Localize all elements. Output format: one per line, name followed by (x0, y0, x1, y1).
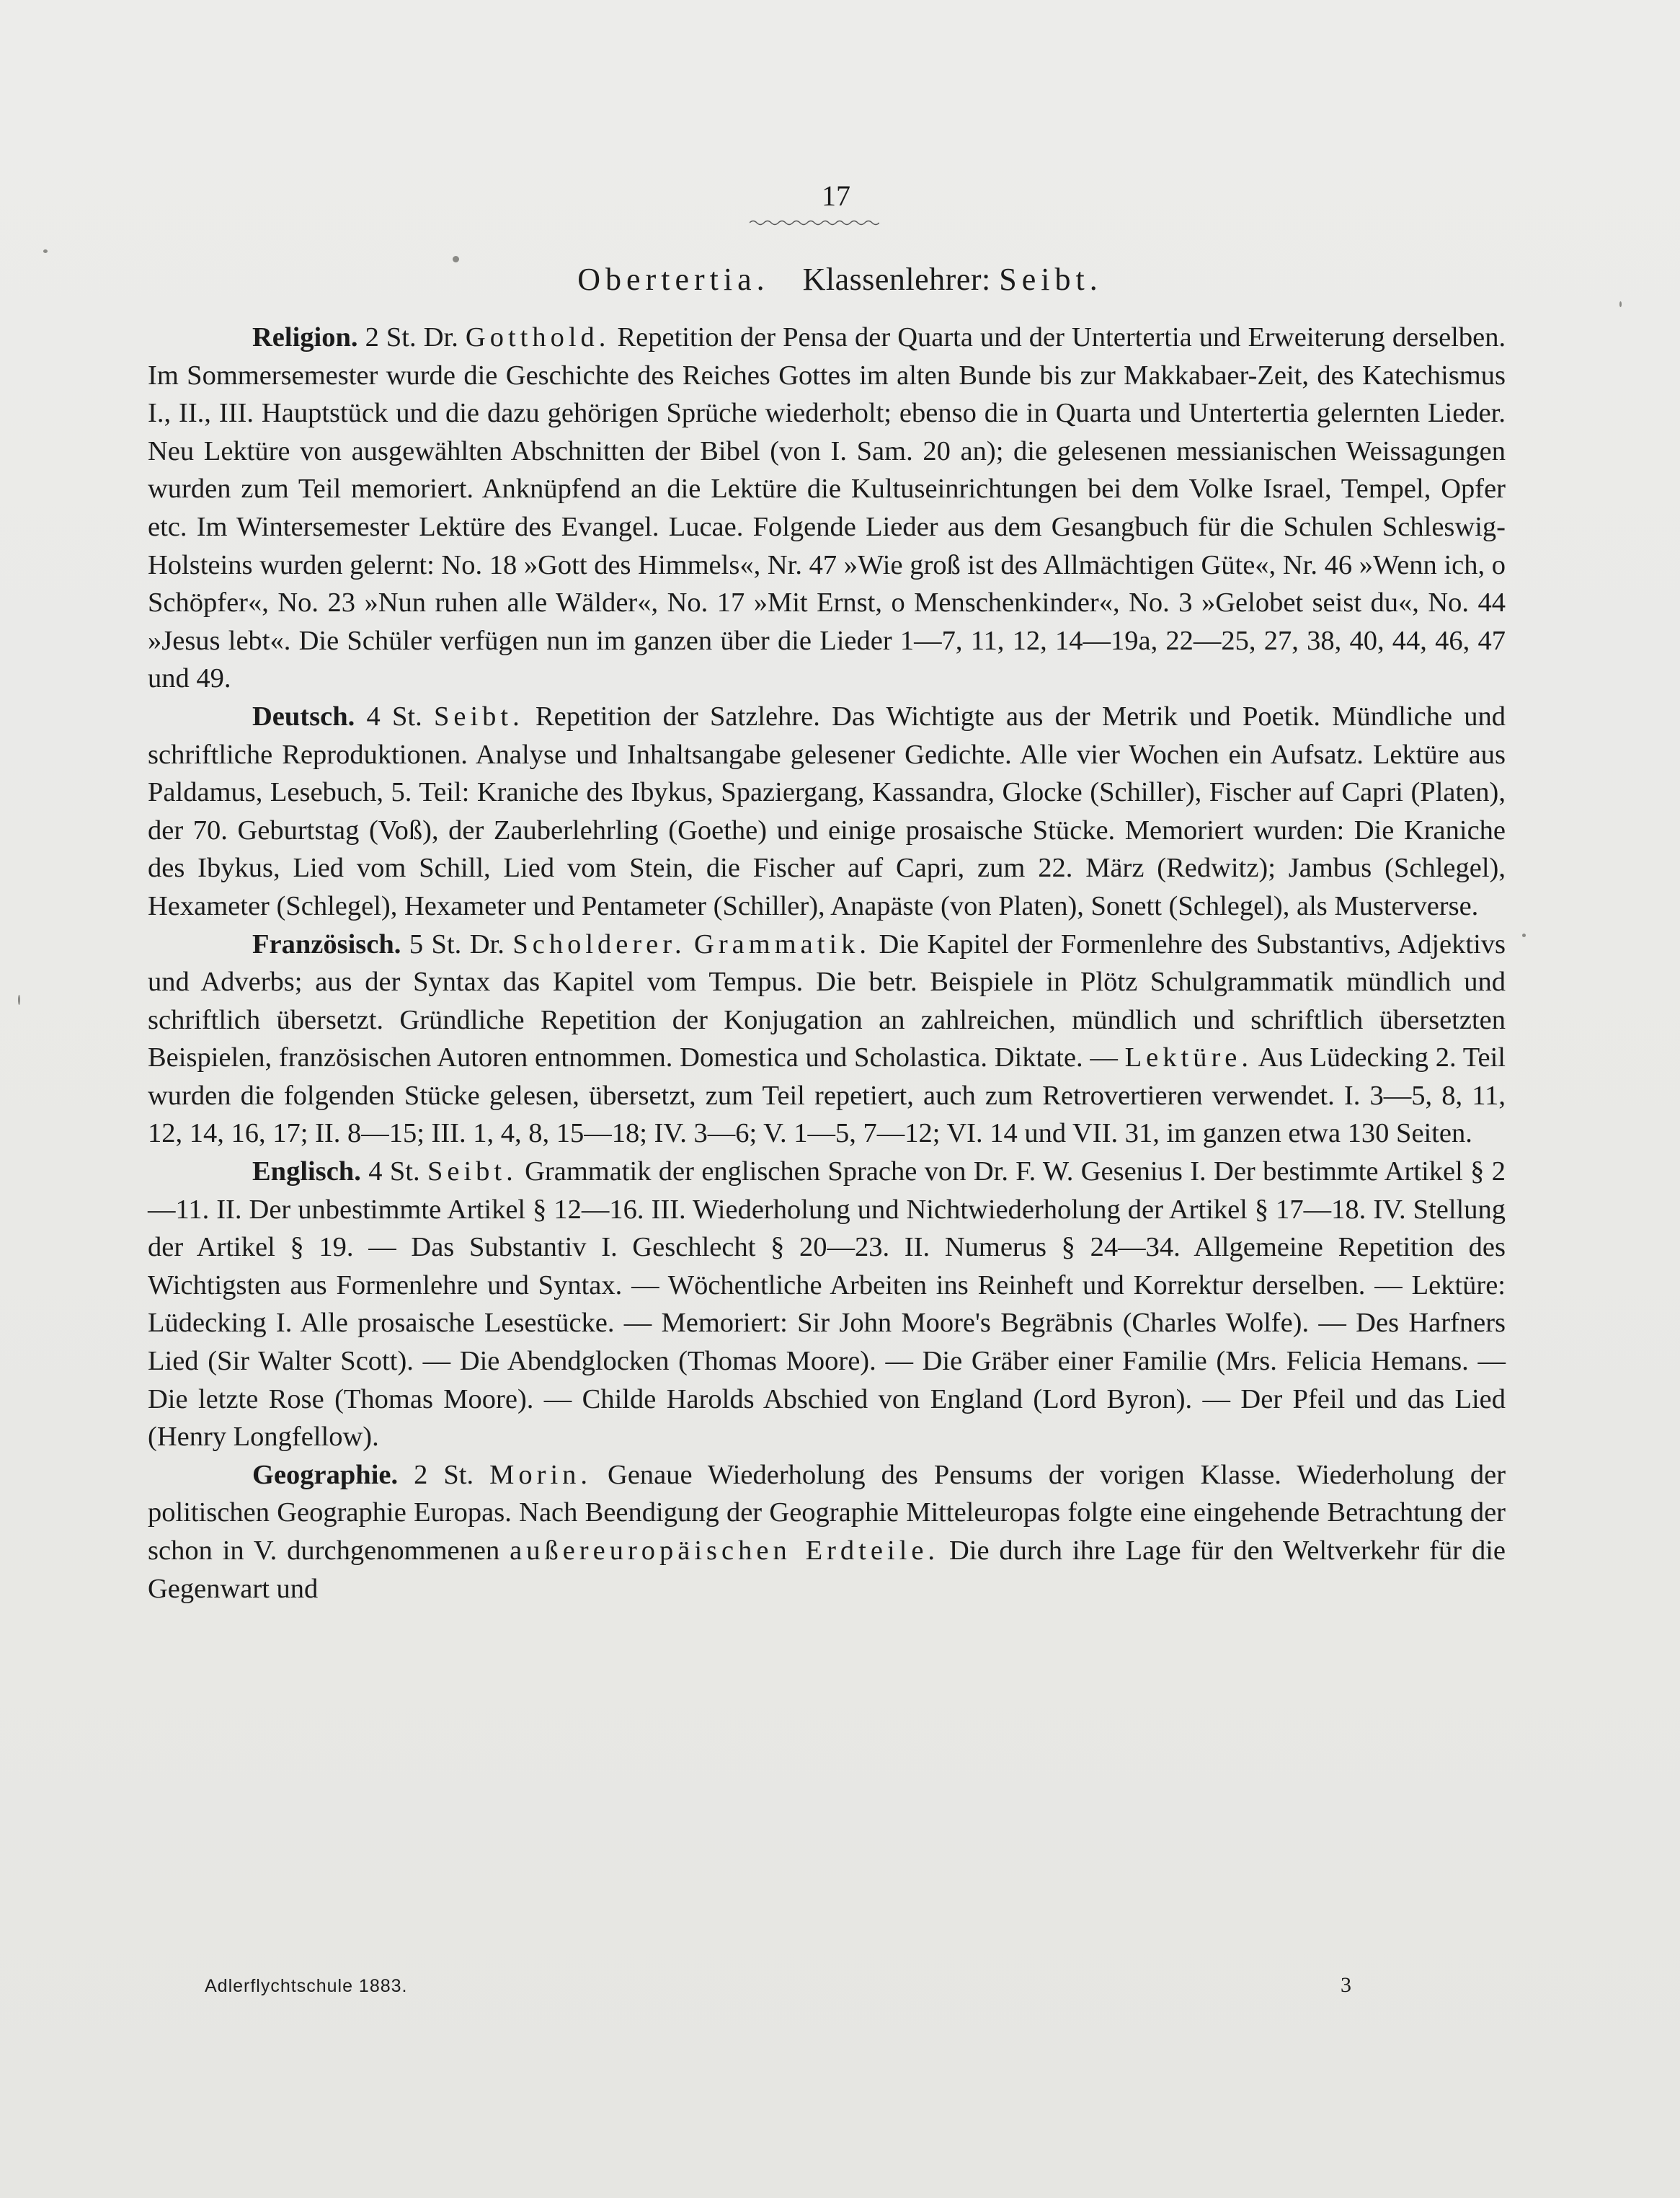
section-text-part-2: Aus Lüdecking 2. Teil wurden die folgenden Stücke gelesen, übersetzt, zum Teil repetiert, auch zum Retrovertieren verwendet. I. 3—5, 8, 11, 12, 14, 16, 17; II. 8—15; III. 1, 4, 8, 15—18; IV. 3—6; V. 1—5, 7—12; VI. 14 und VII. 31, im ganzen etwa 130 Seiten. (148, 1042, 1506, 1149)
section-religion (148, 319, 1506, 698)
subject-heading: Religion. (252, 322, 358, 353)
section-englisch (148, 1153, 1506, 1456)
section-text: Grammatik der englischen Sprache von Dr. F. W. Gesenius I. Der bestimmte Artikel § 2—11. II. Der unbestimmte Artikel § 12—16. III. Wiederholung und Nichtwiederholung der Artikel § 17—18. IV. Stellung der Artikel § 19. — Das Substantiv I. Geschlecht § 20—23. II. Numerus § 24—34. Allgemeine Repetition des Wichtigsten aus Formenlehre und Syntax. — Wöchentliche Arbeiten ins Reinheft und Korrektur derselben. — Lektüre: Lüdecking I. Alle prosaische Lesestücke. — Memoriert: Sir John Moore's Begräbnis (Charles Wolfe). — Des Harfners Lied (Sir Walter Scott). — Die Abendglocken (Thomas Moore). — Die Gräber einer Familie (Mrs. Felicia Hemans. — Die letzte Rose (Thomas Moore). — Childe Harolds Abschied von England (Lord Byron). — Der Pfeil und das Lied (Henry Longfellow). (148, 1156, 1506, 1453)
emphasized-term: außereuropäischen Erdteile. (510, 1536, 940, 1566)
body-text (148, 319, 1506, 1608)
paper-speck (453, 256, 459, 262)
paper-speck (1619, 301, 1622, 307)
section-text: Repetition der Satzlehre. Das Wichtigte aus der Metrik und Poetik. Mündliche und schriftliche Reproduktionen. Analyse und Inhaltsangabe gelesener Gedichte. Alle vier Wochen ein Aufsatz. Lektüre aus Paldamus, Lesebuch, 5. Teil: Kraniche des Ibykus, Spaziergang, Kassandra, Glocke (Schiller), Fischer auf Capri (Platen), der 70. Geburtstag (Voß), der Zauberlehrling (Goethe) und einige prosaische Stücke. Memoriert wurden: Die Kraniche des Ibykus, Lied vom Schill, Lied vom Stein, die Fischer auf Capri, zum 22. März (Redwitz); Jambus (Schlegel), Hexameter (Schlegel), Hexameter und Pentameter (Schiller), Anapäste (von Platen), Sonett (Schlegel), als Musterverse. (148, 701, 1506, 921)
subject-heading: Französisch. (252, 929, 401, 960)
section-geographie (148, 1456, 1506, 1608)
teacher-label: Klassenlehrer: (802, 262, 991, 297)
page-number: 17 (822, 180, 850, 212)
section-text-part-2: Die durch ihre Lage für den Weltverkehr für die Gegenwart und (148, 1536, 1506, 1604)
section-deutsch (148, 698, 1506, 926)
section-text-part-1: Die Kapitel der Formenlehre des Substantivs, Adjektivs und Adverbs; aus der Syntax das Kapitel vom Tempus. Die betr. Beispiele in Plötz Schulgrammatik mündlich und schriftlich übersetzt. Gründliche Repetition der Konjugation an zahlreichen, mündlich und schriftlich übersetzten Beispielen, französischen Autoren entnommen. Domestica und Scholastica. Diktate. — (148, 929, 1506, 1073)
teacher-prefix: Dr. (423, 322, 458, 353)
hours: 4 St. (368, 1156, 420, 1187)
section-header (0, 260, 1680, 300)
subject-heading: Geographie. (252, 1459, 399, 1490)
section-franzoesisch (148, 926, 1506, 1153)
class-name: Obertertia. (577, 262, 770, 297)
paper-speck (43, 249, 48, 253)
hours: 5 St. (409, 929, 462, 960)
hours: 2 St. (414, 1459, 474, 1490)
hours: 2 St. (365, 322, 417, 353)
page-number-underline (750, 219, 879, 226)
paper-speck (1522, 934, 1526, 937)
teacher-name: Seibt. (433, 701, 524, 732)
section-text-part-1: Genaue Wiederholung des Pensums der vorigen Klasse. Wiederholung der politischen Geographie Europas. Nach Beendigung der Geographie Mitteleuropas folgte eine eingehende Betrachtung der schon in V. durchgenommenen (148, 1459, 1506, 1566)
subject-heading: Deutsch. (252, 701, 355, 732)
teacher-name: Gotthold. (465, 322, 610, 353)
paper-speck (18, 995, 20, 1005)
hours: 4 St. (366, 701, 422, 732)
teacher-name: Scholderer. (512, 929, 686, 960)
section-text: Repetition der Pensa der Quarta und der Untertertia und Erweiterung derselben. Im Sommersemester wurde die Geschichte des Reiches Gottes im alten Bunde bis zur Makkabaer-Zeit, des Katechismus I., II., III. Hauptstück und die dazu gehörigen Sprüche wiederholt; ebenso die in Quarta und Untertertia gelernten Lieder. Neu Lektüre von ausgewählten Abschnitten der Bibel (von I. Sam. 20 an); die gelesenen messianischen Weissagungen wurden zum Teil memoriert. Anknüpfend an die Lektüre die Kultuseinrichtungen bei dem Volke Israel, Tempel, Opfer etc. Im Wintersemester Lektüre des Evangel. Lucae. Folgende Lieder aus dem Gesangbuch für die Schulen Schleswig-Holsteins wurden gelernt: No. 18 »Gott des Himmels«, Nr. 47 »Wie groß ist des Allmächtigen Güte«, Nr. 46 »Wenn ich, o Schöpfer«, No. 23 »Nun ruhen alle Wälder«, No. 17 »Mit Ernst, o Menschenkinder«, No. 3 »Gelobet seist du«, No. 44 »Jesus lebt«. Die Schüler verfügen nun im ganzen über die Lieder 1—7, 11, 12, 14—19a, 22—25, 27, 38, 40, 44, 46, 47 und 49. (148, 322, 1506, 694)
class-teacher-name: Seibt. (999, 262, 1103, 297)
grammar-label: Grammatik. (694, 929, 871, 960)
signature-mark: 3 (1341, 1973, 1351, 1997)
teacher-name: Morin. (489, 1459, 592, 1490)
reading-label: Lektüre. (1124, 1042, 1253, 1073)
teacher-name: Seibt. (427, 1156, 517, 1187)
footer-imprint: Adlerflychtschule 1883. (205, 1976, 408, 1996)
teacher-prefix: Dr. (469, 929, 505, 960)
subject-heading: Englisch. (252, 1156, 361, 1187)
